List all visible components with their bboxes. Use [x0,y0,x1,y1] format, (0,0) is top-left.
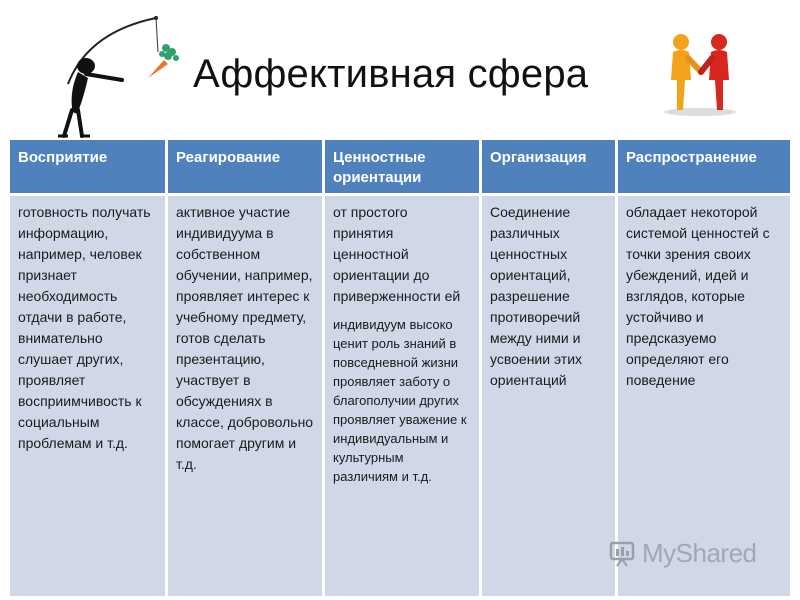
values-detail-item: проявляет заботу о благополучии других [333,374,460,408]
cell-distribution: обладает некоторой системой ценностей с точки зрения своих убеждений, идей и взглядов, которые устойчиво и предсказуемо определяют его поведение [618,196,790,596]
cell-perception: готовность получать информацию, например, человек признает необходимость отдачи в работе, внимательно слушает других, проявляет восприимчивость к социальным проблемам и т.д. [10,196,168,596]
column-header-distribution: Распространение [618,140,790,196]
column-header-perception: Восприятие [10,140,168,196]
column-header-response: Реагирование [168,140,325,196]
watermark-text: MyShared [642,537,757,568]
stick-figure-carrot-icon [48,12,198,142]
table-row [10,196,790,596]
handshake-figures-icon [655,28,745,118]
table-header-row [10,140,790,196]
cell-values-main: от простого принятия ценностной ориентации до приверженности ей [333,204,461,304]
cell-organization: Соединение различных ценностных ориентаций, разрешение противоречий между ними и усвоении этих ориентаций [482,196,618,596]
cell-values-detail [333,315,471,486]
affective-domain-table [10,140,790,596]
page-title: Аффективная сфера [193,52,589,96]
myshared-logo-icon [608,538,638,568]
values-detail-item: проявляет уважение к индивидуальным и культурным различиям и т.д. [333,412,467,484]
column-header-values: Ценностные ориентации [325,140,482,196]
cell-response: активное участие индивидуума в собственном обучении, например, проявляет интерес к учебному предмету, готов сделать презентацию, участвует в обсуждениях в классе, добровольно помогает другим и т.д. [168,196,325,596]
column-header-organization: Организация [482,140,618,196]
watermark [608,538,778,568]
cell-values [325,196,482,596]
values-detail-item: индивидуум высоко ценит роль знаний в повседневной жизни [333,317,459,370]
